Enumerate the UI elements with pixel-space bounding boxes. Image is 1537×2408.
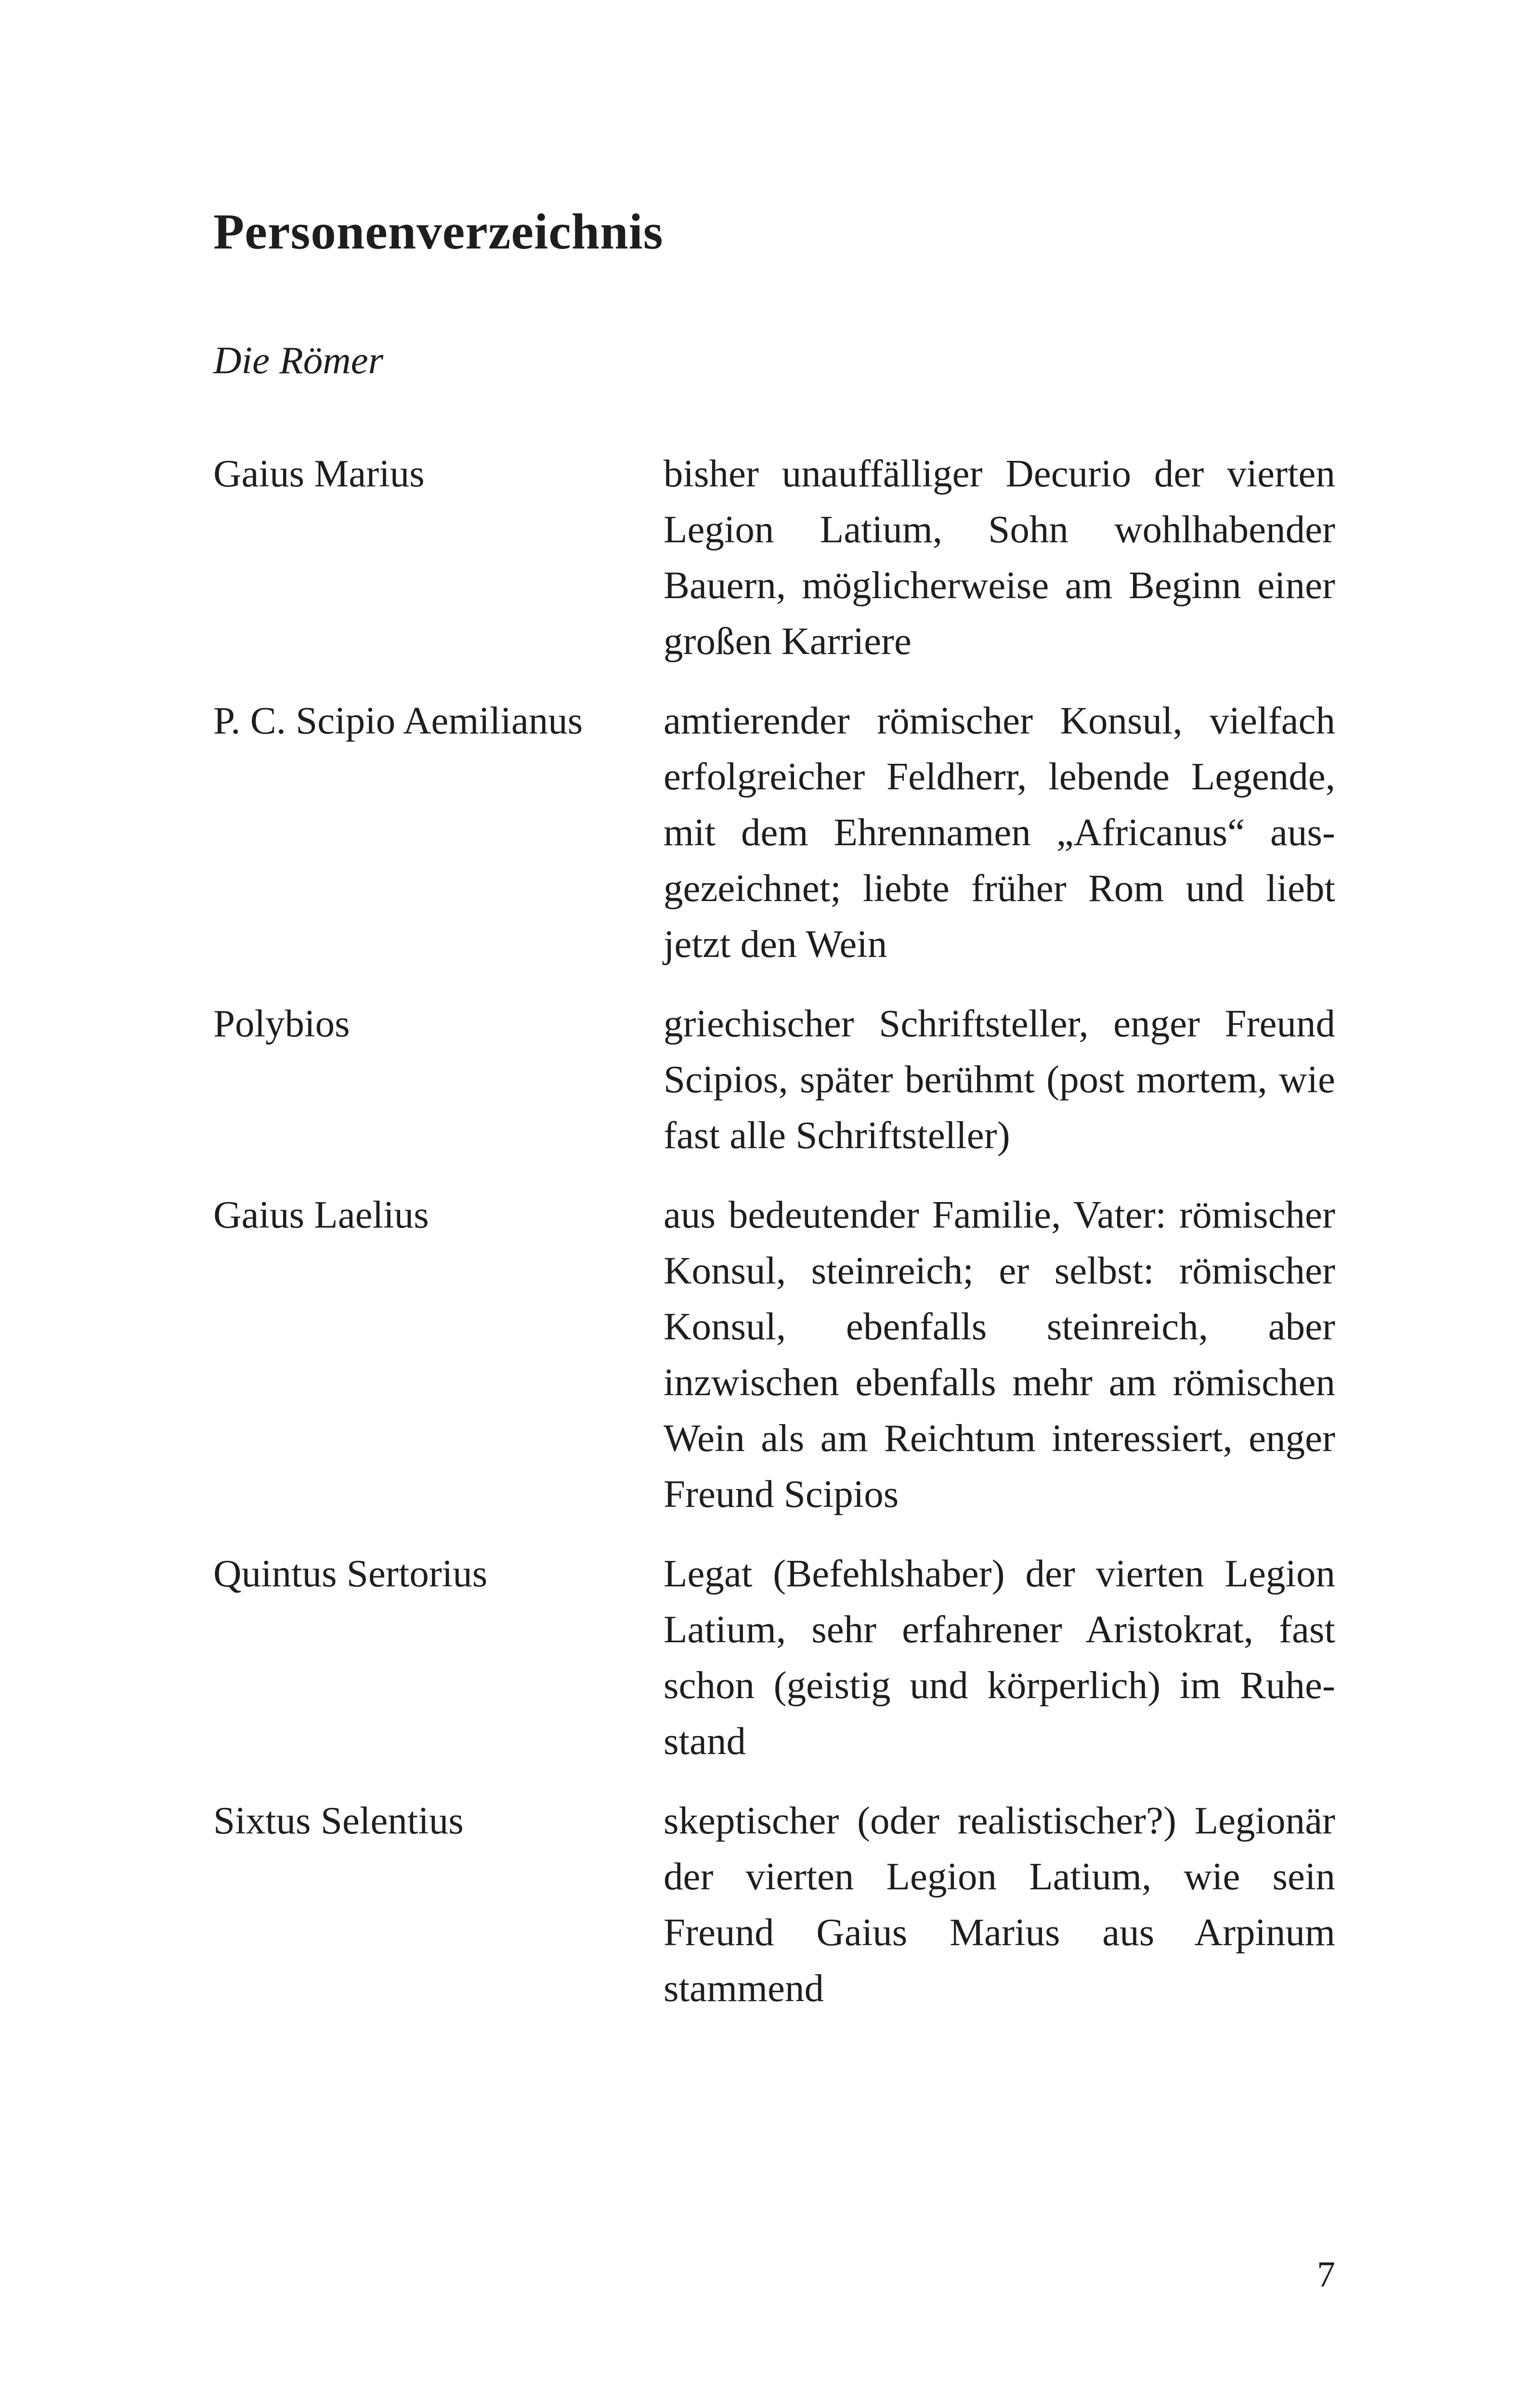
person-entry xyxy=(213,445,1335,669)
person-name: Gaius Marius xyxy=(213,452,425,495)
person-entry xyxy=(213,1187,1335,1522)
person-name: Quintus Sertorius xyxy=(213,1552,488,1595)
page-number: 7 xyxy=(1317,2254,1335,2295)
person-name: Polybios xyxy=(213,1002,350,1045)
person-description: griechischer Schriftsteller, enger Freund Scipios, später berühmt (post mortem, wie fast alle Schriftsteller) xyxy=(664,1002,1335,1157)
person-entry xyxy=(213,1545,1335,1769)
person-entry xyxy=(213,995,1335,1163)
page-title: Personenverzeichnis xyxy=(213,203,664,260)
section-heading: Die Römer xyxy=(213,339,384,382)
person-name: P. C. Scipio Aemilianus xyxy=(213,699,583,742)
person-description: Legat (Befehlshaber) der vierten Legion Latium, sehr erfahrener Aristokrat, fast schon (geistig und körperlich) im Ruhestand xyxy=(664,1552,1335,1763)
person-description: skeptischer (oder realistischer?) Legionär der vierten Legion Latium, wie sein Freund Gaius Marius aus Arpinum stammend xyxy=(664,1799,1335,2010)
person-description: amtierender römischer Konsul, vielfach erfolgreicher Feldherr, lebende Legende, mit dem Ehrennamen „Africanus“ ausgezeichnet; liebte früher Rom und liebt jetzt den Wein xyxy=(664,699,1335,966)
person-entry xyxy=(213,693,1335,972)
person-name: Gaius Laelius xyxy=(213,1193,429,1236)
person-list xyxy=(213,445,1335,2040)
person-description: bisher unauffälliger Decurio der vierten Legion Latium, Sohn wohlhabender Bauern, möglicherweise am Beginn einer großen Karriere xyxy=(664,452,1335,663)
person-description: aus bedeutender Familie, Vater: römischer Konsul, steinreich; er selbst: römischer Konsul, ebenfalls steinreich, aber inzwischen ebenfalls mehr am römischen Wein als am Reichtum interessiert, enger Freund Scipios xyxy=(664,1193,1335,1516)
person-name: Sixtus Selentius xyxy=(213,1799,464,1842)
person-entry xyxy=(213,1793,1335,2016)
